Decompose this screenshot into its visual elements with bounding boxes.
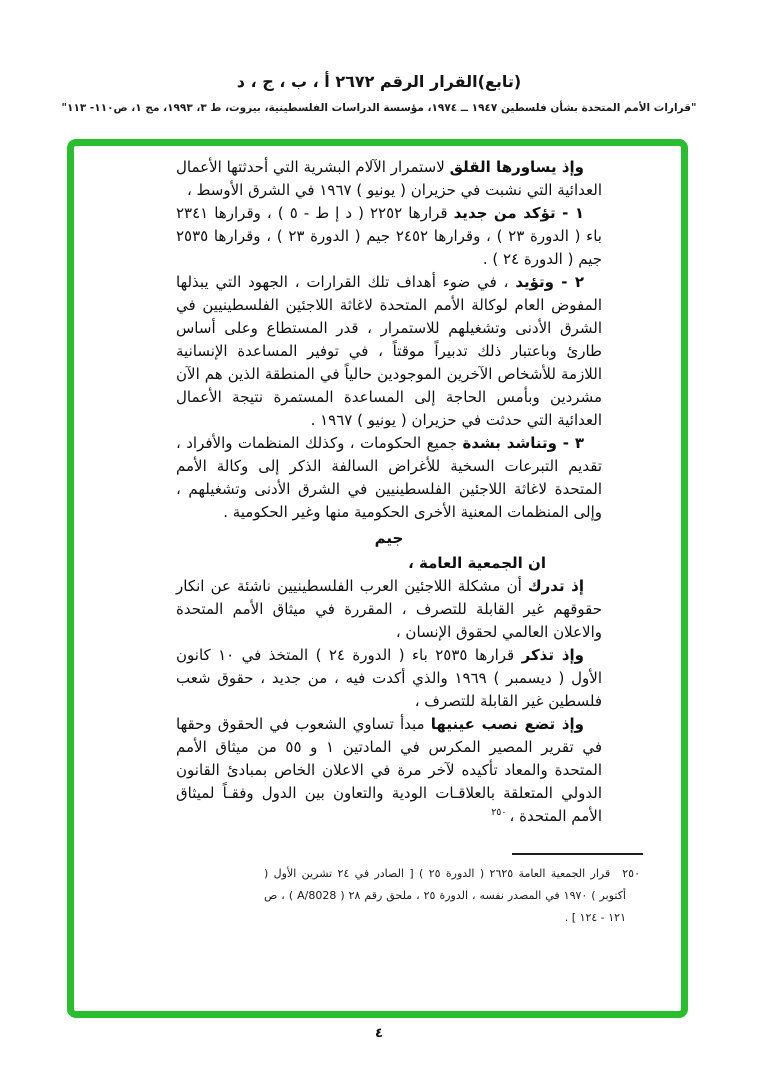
paragraph: وإذ تذكر قرارها ٢٥٣٥ باء ( الدورة ٢٤ ) المتخذ في ١٠ كانون الأول ( ديسمبر ) ١٩٦٩ والذي أكدت فيه ، من جديد ، حقوق شعب فلسطين غير القابلة للتصرف ، bbox=[176, 646, 602, 710]
footnote-separator-rule bbox=[512, 853, 643, 855]
paragraph-lead: ٢ - وتؤيد bbox=[515, 273, 584, 291]
paragraph-lead: وإذ تضع نصب عينيها bbox=[430, 715, 584, 733]
resolution-header-title: (تابع)القرار الرقم ٢٦٧٢ أ ، ب ، ج ، د bbox=[236, 72, 522, 91]
paragraph-lead: ان الجمعية العامة ، bbox=[408, 554, 546, 572]
footnote-number: ٢٥٠ bbox=[622, 867, 640, 880]
source-citation-line: "قرارات الأمم المتحدة بشأن فلسطين ١٩٤٧ ــ ١٩٧٤، مؤسسة الدراسات الفلسطينية، بيروت، ط ٣، ١٩٩٣، مج ١، ص١١٠- ١١٣" bbox=[61, 102, 697, 114]
document-body bbox=[176, 156, 602, 828]
paragraph: ١ - تؤكد من جديد قرارها ٢٢٥٢ ( د إ ط - ٥ ) ، وقرارها ٢٣٤١ باء ( الدورة ٢٣ ) ، وقرارها ٢٤٥٢ جيم ( الدورة ٢٣ ) ، وقرارها ٢٥٣٥ جيم ( الدورة ٢٤ ) . bbox=[176, 204, 602, 268]
page-number: ٤ bbox=[375, 1026, 383, 1041]
paragraph-lead: إذ تدرك bbox=[527, 577, 585, 595]
section-heading: جيم bbox=[374, 529, 404, 547]
paragraph: وإذ تضع نصب عينيها مبدأ تساوي الشعوب في الحقوق وحقها في تقرير المصير المكرس في المادتين ١ و ٥٥ من ميثاق الأمم المتحدة والمعاد تأكيده لآخر مرة في الاعلان الخاص بمبادئ القانون الدولي المتعلقة بالعلاقـات الودية والتعاون بين الدول وفقـاً لميثاق الأمم المتحدة ، $^{٢٥٠}$ bbox=[176, 715, 602, 825]
footnote-text: قرار الجمعية العامة ٢٦٢٥ ( الدورة ٢٥ ) [ الصادر في ٢٤ تشرين الأول ( أكتوبر ) ١٩٧٠ في المصدر نفسه ، الدورة ٢٥ ، ملحق رقم ٢٨ ( A/8028 ) ، ص ١٢١ - ١٢٤ ] . bbox=[264, 867, 626, 924]
paragraph: وإذ يساورها القلق لاستمرار الآلام البشرية التي أحدثتها الأعمال العدائية التي نشبت في حزيران ( يونيو ) ١٩٦٧ في الشرق الأوسط ، bbox=[176, 158, 602, 199]
paragraph-lead: ٣ - وتناشد بشدة bbox=[462, 434, 585, 452]
footnote bbox=[264, 863, 640, 929]
paragraph: ٢ - وتؤيد ، في ضوء أهداف تلك القرارات ، الجهود التي يبذلها المفوض العام لوكالة الأمم المتحدة لاغاثة اللاجئين الفلسطينيين في الشرق الأدنى وتشغيلهم للاستمرار ، قدر المستطاع وعلى أساس طارئ وباعتبار ذلك تدبيراً موقتاً ، في توفير المساعدة الإنسانية اللازمة للأشخاص الآخرين الموجودين حالياً في المنطقة الذين هم الآن مشردين وبأمس الحاجة إلى المساعدة المستمرة نتيجة الأعمال العدائية التي حدثت في حزيران ( يونيو ) ١٩٦٧ . bbox=[176, 273, 602, 429]
footnote-reference: ٢٥٠ bbox=[491, 807, 510, 818]
paragraph: إذ تدرك أن مشكلة اللاجئين العرب الفلسطينيين ناشئة عن انكار حقوقهم غير القابلة للتصرف ، المقررة في ميثاق الأمم المتحدة والاعلان العالمي لحقوق الإنسان ، bbox=[176, 577, 602, 641]
paragraph-lead: وإذ يساورها القلق bbox=[449, 158, 584, 176]
paragraph-lead: ١ - تؤكد من جديد bbox=[453, 204, 584, 222]
paragraph-lead: وإذ تذكر bbox=[521, 646, 584, 664]
paragraph: ٣ - وتناشد بشدة جميع الحكومات ، وكذلك المنظمات والأفراد ، تقديم التبرعات السخية للأغراض السالفة الذكر إلى وكالة الأمم المتحدة لاغاثة اللاجئين الفلسطينيين في الشرق الأدنى وتشغيلهم ، وإلى المنظمات المعنية الأخرى الحكومية منها وغير الحكومية . bbox=[176, 434, 602, 521]
paragraph bbox=[176, 552, 602, 575]
